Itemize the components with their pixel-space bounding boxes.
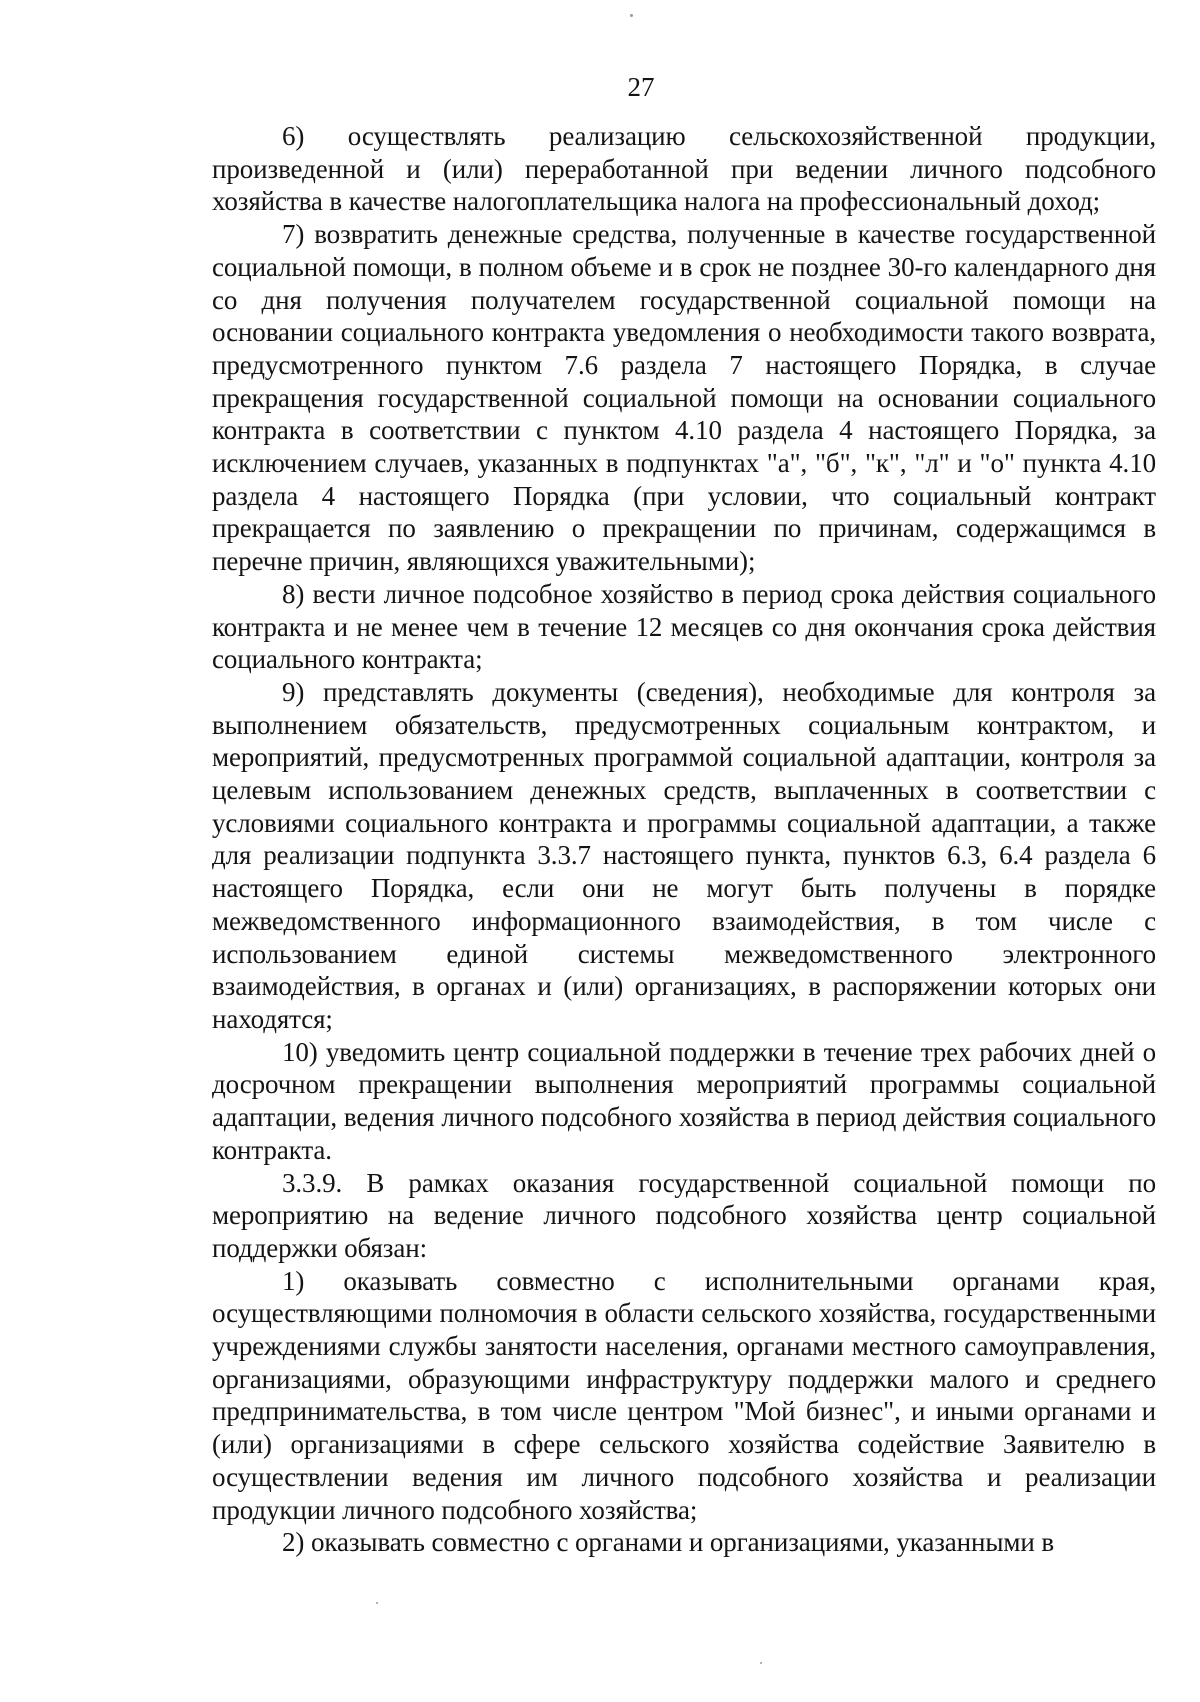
scan-speck (630, 14, 633, 17)
paragraph-item-7: 7) возвратить денежные средства, полученные в качестве государственной социальной помощи, в полном объеме и в срок не позднее 30-го календарного дня со дня получения получателем государственной социальной помощи на основании социального контракта уведомления о необходимости такого возврата, предусмотренного пунктом 7.6 раздела 7 настоящего Порядка, в случае прекращения государственной социальной помощи на основании социального контракта в соответствии с пунктом 4.10 раздела 4 настоящего Порядка, за исключением случаев, указанных в подпунктах "а", "б", "к", "л" и "о" пункта 4.10 раздела 4 настоящего Порядка (при условии, что социальный контракт прекращается по заявлению о прекращении по причинам, содержащимся в перечне причин, являющихся уважительными); (212, 219, 1156, 577)
paragraph-section-3-3-9: 3.3.9. В рамках оказания государственной социальной помощи по мероприятию на ведение личного подсобного хозяйства центр социальной поддержки обязан: (212, 1167, 1156, 1263)
paragraph-item-8: 8) вести личное подсобное хозяйство в период срока действия социального контракта и не менее чем в течение 12 месяцев со дня окончания срока действия социального контракта; (212, 578, 1156, 675)
paragraph-item-9: 9) представлять документы (сведения), необходимые для контроля за выполнением обязательств, предусмотренных социальным контрактом, и мероприятий, предусмотренных программой социальной адаптации, контроля за целевым использованием денежных средств, выплаченных в соответствии с условиями социального контракта и программы социальной адаптации, а также для реализации подпункта 3.3.7 настоящего пункта, пунктов 6.3, 6.4 раздела 6 настоящего Порядка, если они не могут быть получены в порядке межведомственного информационного взаимодействия, в том числе с использованием единой системы межведомственного электронного взаимодействия, в органах и (или) организациях, в распоряжении которых они находятся; (212, 676, 1156, 1034)
paragraph-duty-2: 2) оказывать совместно с органами и организациями, указанными в (282, 1527, 1055, 1558)
scan-speck (376, 1602, 378, 1604)
page-number: 27 (627, 72, 655, 102)
paragraph-item-10: 10) уведомить центр социальной поддержки в течение трех рабочих дней о досрочном прекращении выполнения мероприятий программы социальной адаптации, ведения личного подсобного хозяйства в период действия социального контракта. (212, 1036, 1156, 1165)
document-body (212, 120, 1156, 1559)
scan-speck (760, 1662, 762, 1664)
paragraph-duty-1: 1) оказывать совместно с исполнительными органами края, осуществляющими полномочия в области сельского хозяйства, государственными учреждениями службы занятости населения, органами местного самоуправления, организациями, образующими инфраструктуру поддержки малого и среднего предпринимательства, в том числе центром "Мой бизнес", и иными органами и (или) организациями в сфере сельского хозяйства содействие Заявителю в осуществлении ведения им личного подсобного хозяйства и реализации продукции личного подсобного хозяйства; (212, 1265, 1156, 1525)
paragraph-item-6: 6) осуществлять реализацию сельскохозяйственной продукции, произведенной и (или) переработанной при ведении личного подсобного хозяйства в качестве налогоплательщика налога на профессиональный доход; (212, 121, 1156, 217)
